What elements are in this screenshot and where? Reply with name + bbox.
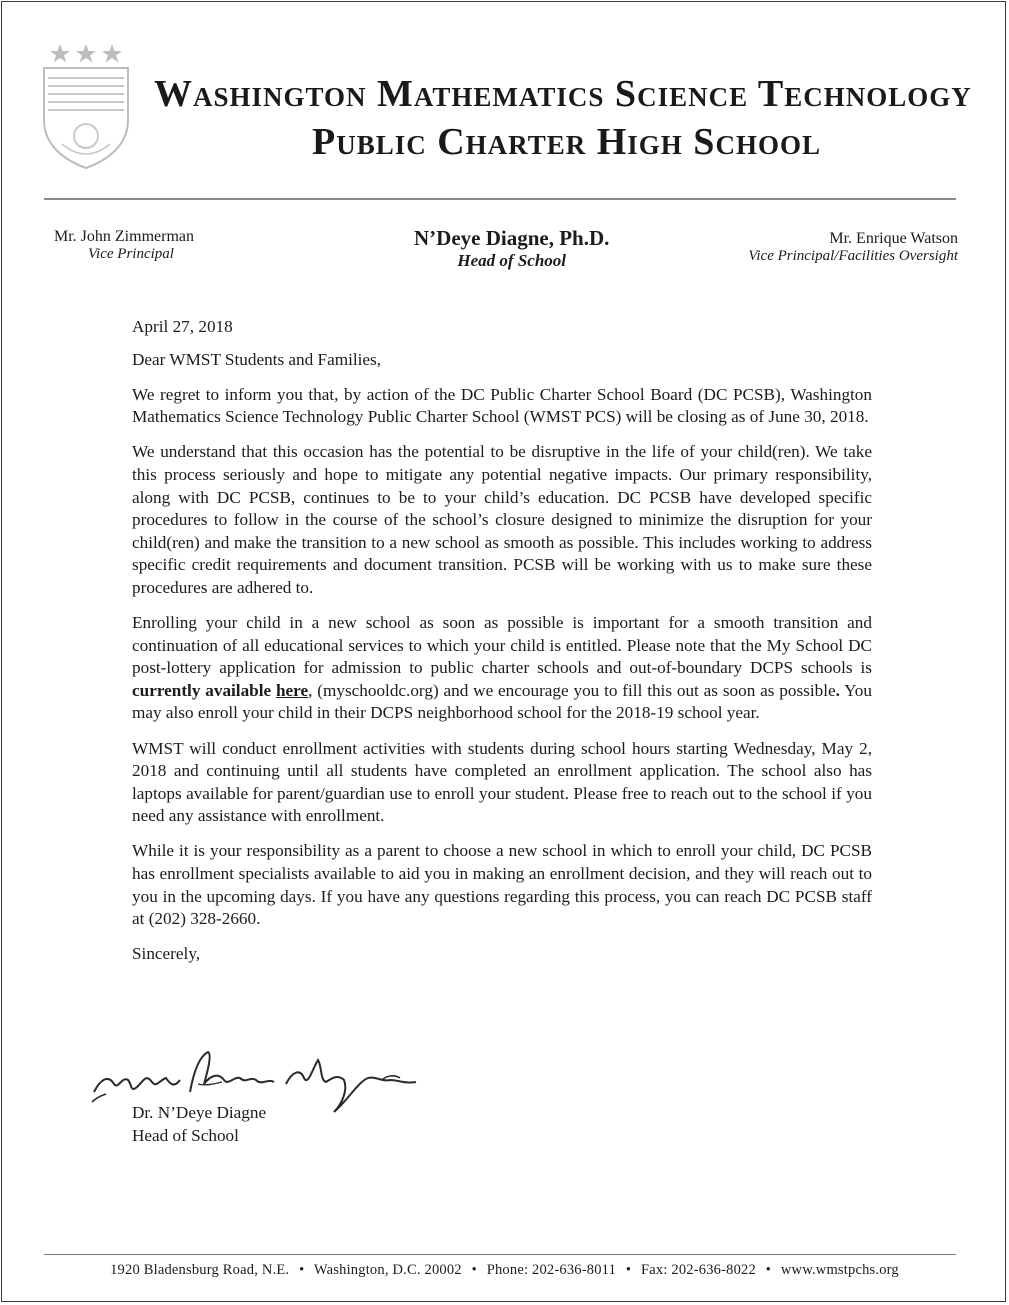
vice-principal-facilities-role: Vice Principal/Facilities Oversight (748, 248, 958, 264)
footer-separator: • (625, 1262, 632, 1278)
signer-block (132, 1102, 266, 1147)
paragraph-enrollment-period: . (835, 680, 840, 700)
head-of-school-name: N’Deye Diagne, Ph.D. (414, 226, 610, 250)
staff-right (744, 230, 958, 265)
vice-principal-name: Mr. John Zimmerman (54, 228, 194, 245)
signer-name: Dr. N’Deye Diagne (132, 1103, 267, 1122)
staff-left (54, 228, 194, 263)
paragraph-enrollment-text-a: Enrolling your child in a new school as soon as possible is important for a smooth transition and continuation of all educational services to which your child is entitled. Please note that the My School DC post-lottery application for admission to public charter schools and out-of-boundary DCPS schools is (132, 613, 872, 678)
footer-separator: • (299, 1262, 305, 1278)
footer-address: 1920 Bladensburg Road, N.E. (110, 1262, 290, 1278)
footer-divider (44, 1254, 956, 1255)
paragraph-activities: WMST will conduct enrollment activities with students during school hours starting Wednesday, May 2, 2018 and continuing until all students have completed an enrollment application. The school also has laptops available for parent/guardian use to enroll your student. Please free to reach out to the school if you need any assistance with enrollment. (132, 738, 872, 826)
footer-separator: • (471, 1262, 477, 1278)
staff-center (414, 226, 609, 271)
school-name-line2: Public Charter High School (312, 121, 821, 163)
signer-title: Head of School (132, 1125, 239, 1145)
vice-principal-facilities-name: Mr. Enrique Watson (829, 230, 958, 247)
paragraph-enrollment-text-c: You may also enroll your child in their DCPS neighborhood school for the 2018-19 school year. (132, 680, 872, 723)
footer-website: www.wmstpchs.org (780, 1262, 899, 1278)
vice-principal-role: Vice Principal (88, 246, 174, 262)
paragraph-enrollment (132, 612, 872, 725)
footer-phone: Phone: 202-636-8011 (486, 1262, 617, 1278)
school-crest-icon (38, 40, 134, 170)
currently-available-text: currently available (132, 680, 272, 700)
paragraph-closing-notice: We regret to inform you that, by action of the DC Public Charter School Board (DC PCSB), Washington Mathematics Science Technology Public Charter School (WMST PCS) will be closing as of June 30, 2018. (132, 384, 872, 427)
header-divider (44, 198, 956, 200)
paragraph-enrollment-text-b: , (myschooldc.org) and we encourage you to fill this out as soon as possible (308, 680, 836, 700)
paragraph-disruption: We understand that this occasion has the potential to be disruptive in the life of your child(ren). We take this process seriously and hope to mitigate any potential negative impacts. Our primary responsibility, along with DC PCSB, continues to be to your child’s education. DC PCSB have developed specific procedures to follow in the course of the school’s closure designed to minimize the disruption for your child(ren) and make the transition to a new school as smooth as possible. This includes working to address specific credit requirements and document transition. PCSB will be working with us to make sure these procedures are adhered to. (132, 442, 872, 597)
head-of-school-role: Head of School (457, 251, 566, 270)
salutation: Dear WMST Students and Families, (132, 349, 382, 369)
letter-date: April 27, 2018 (132, 317, 233, 336)
paragraph-specialists: While it is your responsibility as a parent to choose a new school in which to enroll your child, DC PCSB has enrollment specialists available to aid you in making an enrollment decision, and they will reach out to you in the upcoming days. If you have any questions regarding this process, you can reach DC PCSB staff at (202) 328-2660. (132, 841, 872, 929)
letter-body (132, 316, 872, 978)
footer-contact (0, 1262, 1009, 1279)
footer-city: Washington, D.C. 20002 (313, 1262, 462, 1278)
closing: Sincerely, (132, 944, 201, 964)
footer-separator: • (765, 1262, 772, 1278)
footer-fax: Fax: 202-636-8022 (640, 1262, 756, 1278)
myschooldc-link[interactable]: here (275, 680, 309, 700)
school-name-line1: Washington Mathematics Science Technology (154, 73, 972, 115)
